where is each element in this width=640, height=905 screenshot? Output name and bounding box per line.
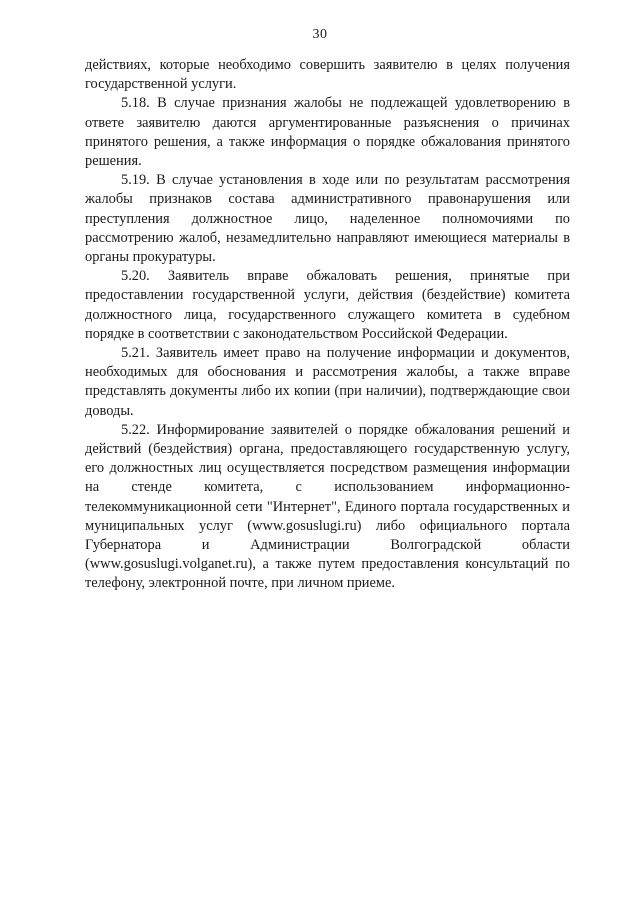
paragraph-5-22: 5.22. Информирование заявителей о порядке обжалования решений и действий (бездействия) органа, предоставляющего государственную услугу, его должностных лиц осуществляется посредством размещения информации на стенде комитета, с использованием информационно-телекоммуникационной сети "Интернет", Единого портала государственных и муниципальных услуг (www.gosuslugi.ru) либо официального портала Губернатора и Администрации Волгоградской области (www.gosuslugi.volganet.ru), а также путем предоставления консультаций по телефону, электронной почте, при личном приеме. <box>85 421 570 592</box>
paragraph-5-19: 5.19. В случае установления в ходе или по результатам рассмотрения жалобы признаков состава административного правонарушения или преступления должностное лицо, наделенное полномочиями по рассмотрению жалоб, незамедлительно направляют имеющиеся материалы в органы прокуратуры. <box>85 172 570 266</box>
paragraph-continuation: действиях, которые необходимо совершить заявителю в целях получения государственной услуги. <box>85 57 570 93</box>
paragraph-5-20: 5.20. Заявитель вправе обжаловать решения, принятые при предоставлении государственной услуги, действия (бездействие) комитета должностного лица, государственного служащего комитета в судебном порядке в соответствии с законодательством Российской Федерации. <box>85 268 570 342</box>
page-number: 30 <box>312 27 328 42</box>
document-body <box>85 56 570 594</box>
paragraph-5-21: 5.21. Заявитель имеет право на получение информации и документов, необходимых для обоснования и рассмотрения жалобы, а также вправе представлять документы либо их копии (при наличии), подтверждающие свои доводы. <box>85 345 570 419</box>
paragraph-5-18: 5.18. В случае признания жалобы не подлежащей удовлетворению в ответе заявителю даются аргументированные разъяснения о причинах принятого решения, а также информация о порядке обжалования принятого решения. <box>85 95 570 170</box>
